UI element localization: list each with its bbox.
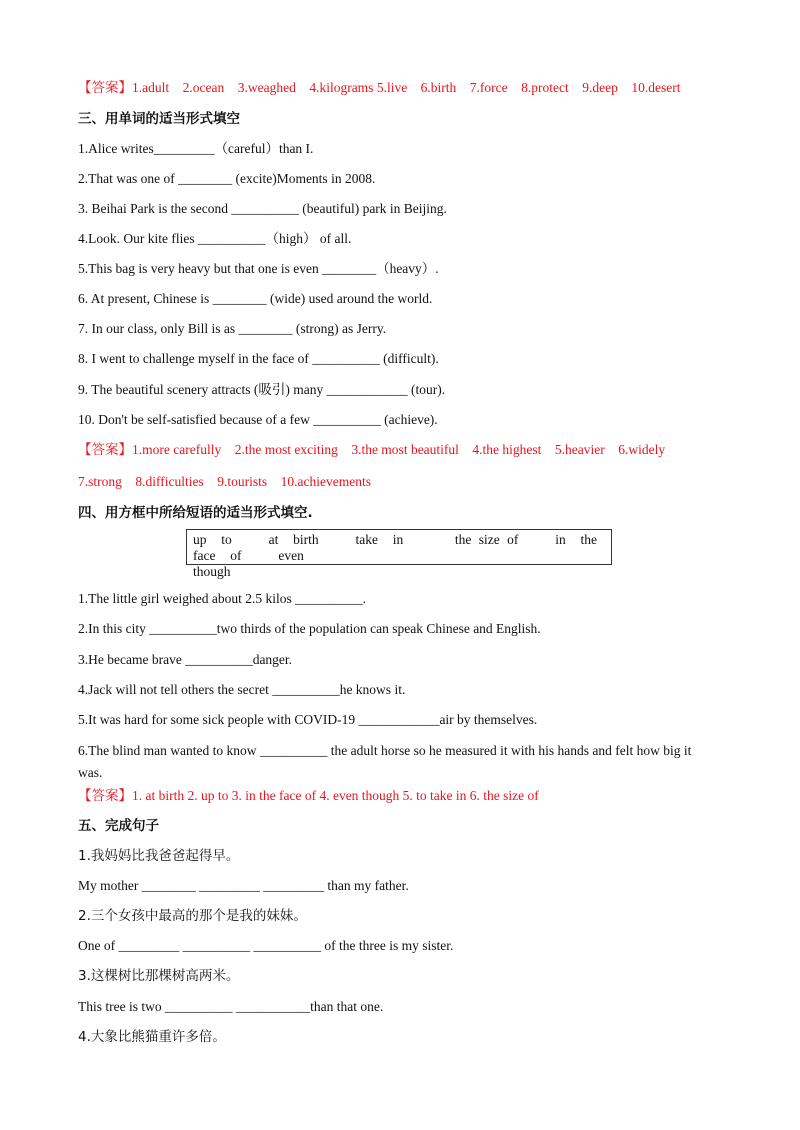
section4-item-5: 5.It was hard for some sick people with COVID-19 ____________air by themselves. [78, 712, 538, 727]
section4-item-3: 3.He became brave __________danger. [78, 652, 293, 667]
section5-item-1-chinese: 1.我妈妈比我爸爸起得早。 [78, 848, 240, 864]
section5-item-1-english: My mother ________ _________ _________ than my father. [78, 878, 409, 893]
section4-heading: 四、用方框中所给短语的适当形式填空. [78, 505, 313, 521]
section5-item-2-english: One of _________ __________ __________ of the three is my sister. [78, 938, 454, 953]
section4-answer-line: 【答案】1. at birth 2. up to 3. in the face of 4. even though 5. to take in 6. the size of [78, 788, 539, 803]
section4-item-2: 2.In this city __________two thirds of the population can speak Chinese and English. [78, 621, 541, 636]
phrase-box-line-2: though [193, 564, 231, 579]
section4-item-6-continued: was. [78, 765, 103, 780]
section3-answer-line-2: 7.strong 8.difficulties 9.tourists 10.achievements [78, 474, 371, 489]
phrase-box-line-1: up to at birth take in the size of in the face of even [193, 532, 612, 563]
section3-item-7: 7. In our class, only Bill is as ________ (strong) as Jerry. [78, 321, 387, 336]
section3-item-9: 9. The beautiful scenery attracts (吸引) many ____________ (tour). [78, 382, 446, 397]
section5-item-3-english: This tree is two __________ ___________than that one. [78, 999, 384, 1014]
section3-item-1: 1.Alice writes_________（careful）than I. [78, 141, 314, 156]
answer-line-section2: 【答案】1.adult 2.ocean 3.weaghed 4.kilograms 5.live 6.birth 7.force 8.protect 9.deep 10.desert [78, 80, 681, 95]
section3-item-2: 2.That was one of ________ (excite)Moments in 2008. [78, 171, 376, 186]
phrase-box [186, 529, 612, 579]
section3-item-10: 10. Don't be self-satisfied because of a few __________ (achieve). [78, 412, 438, 427]
section3-answer-line-1: 【答案】1.more carefully 2.the most exciting 3.the most beautiful 4.the highest 5.heavier 6.widely [78, 442, 666, 457]
section5-heading: 五、完成句子 [78, 818, 159, 834]
section4-item-6: 6.The blind man wanted to know __________ the adult horse so he measured it with his hands and felt how big it [78, 743, 692, 758]
section3-item-4: 4.Look. Our kite flies __________（high） of all. [78, 231, 352, 246]
section3-item-3: 3. Beihai Park is the second __________ (beautiful) park in Beijing. [78, 201, 447, 216]
section5-item-3-chinese: 3.这棵树比那棵树高两米。 [78, 968, 240, 984]
section4-item-1: 1.The little girl weighed about 2.5 kilos __________. [78, 591, 366, 606]
section4-item-4: 4.Jack will not tell others the secret __________he knows it. [78, 682, 406, 697]
section3-item-8: 8. I went to challenge myself in the face of __________ (difficult). [78, 351, 439, 366]
section3-item-6: 6. At present, Chinese is ________ (wide) used around the world. [78, 291, 433, 306]
section5-item-2-chinese: 2.三个女孩中最高的那个是我的妹妹。 [78, 908, 307, 924]
section3-item-5: 5.This bag is very heavy but that one is even ________（heavy）. [78, 261, 439, 276]
section3-heading: 三、用单词的适当形式填空 [78, 111, 240, 127]
section5-item-4-chinese: 4.大象比熊猫重许多倍。 [78, 1029, 226, 1045]
